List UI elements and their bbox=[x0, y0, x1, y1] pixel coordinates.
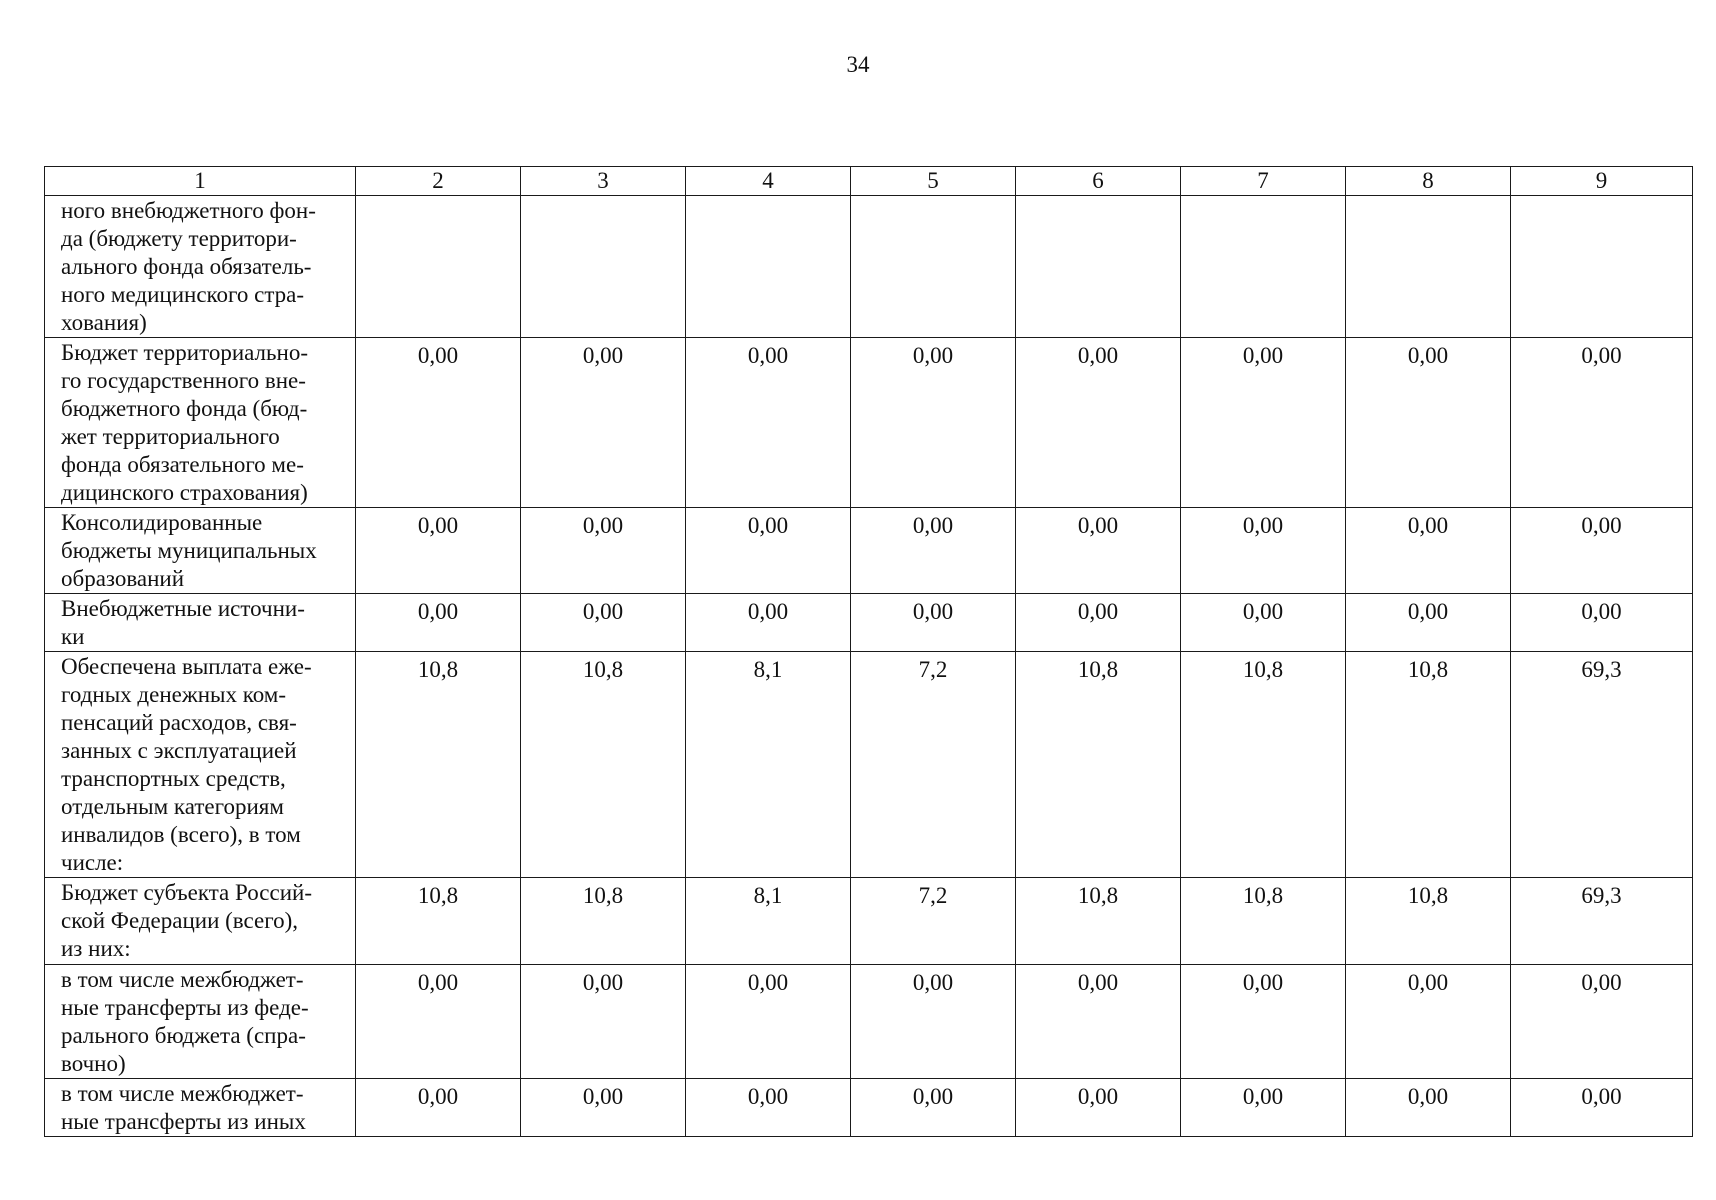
table-row bbox=[45, 196, 1693, 338]
table-cell: 69,3 bbox=[1511, 878, 1693, 965]
table-cell bbox=[1016, 196, 1181, 338]
table-cell: 10,8 bbox=[356, 652, 521, 878]
table-cell: 10,8 bbox=[1346, 652, 1511, 878]
table-cell: 0,00 bbox=[851, 594, 1016, 652]
table-cell: 10,8 bbox=[521, 652, 686, 878]
table-cell: 0,00 bbox=[1511, 594, 1693, 652]
table-cell: 0,00 bbox=[1346, 1079, 1511, 1137]
table-cell: 0,00 bbox=[1511, 965, 1693, 1079]
table-cell bbox=[1511, 196, 1693, 338]
table-cell: 0,00 bbox=[1346, 508, 1511, 594]
table-cell bbox=[356, 196, 521, 338]
table-cell: 0,00 bbox=[1016, 508, 1181, 594]
table-row bbox=[45, 652, 1693, 878]
table-cell: 0,00 bbox=[1181, 594, 1346, 652]
row-label: ного внебюджетного фон- да (бюджету территори- ального фонда обязатель- ного медицинского стра- хования) bbox=[45, 196, 356, 338]
row-label: Обеспечена выплата еже- годных денежных ком- пенсаций расходов, свя- занных с эксплуатацией транспортных средств, отдельным категориям инвалидов (всего), в том числе: bbox=[45, 652, 356, 878]
table-cell: 0,00 bbox=[521, 965, 686, 1079]
table-cell: 10,8 bbox=[356, 878, 521, 965]
row-label: Бюджет субъекта Россий- ской Федерации (всего), из них: bbox=[45, 878, 356, 965]
table-cell: 69,3 bbox=[1511, 652, 1693, 878]
table-cell: 0,00 bbox=[1346, 965, 1511, 1079]
table-cell: 0,00 bbox=[1511, 1079, 1693, 1137]
table-cell: 0,00 bbox=[356, 594, 521, 652]
table-row bbox=[45, 594, 1693, 652]
table-cell: 10,8 bbox=[1346, 878, 1511, 965]
column-header-7: 7 bbox=[1181, 167, 1346, 196]
table-cell: 7,2 bbox=[851, 652, 1016, 878]
table-cell: 7,2 bbox=[851, 878, 1016, 965]
column-header-8: 8 bbox=[1346, 167, 1511, 196]
table-cell: 0,00 bbox=[1016, 1079, 1181, 1137]
table-cell: 0,00 bbox=[851, 338, 1016, 508]
header-row bbox=[45, 167, 1693, 196]
table-cell bbox=[521, 196, 686, 338]
table-cell: 0,00 bbox=[356, 1079, 521, 1137]
table-cell: 10,8 bbox=[1181, 652, 1346, 878]
table-cell: 10,8 bbox=[1016, 652, 1181, 878]
table-row bbox=[45, 1079, 1693, 1137]
table-cell: 8,1 bbox=[686, 878, 851, 965]
table-cell: 0,00 bbox=[1346, 594, 1511, 652]
table-cell: 8,1 bbox=[686, 652, 851, 878]
table-cell: 10,8 bbox=[1016, 878, 1181, 965]
row-label: в том числе межбюджет- ные трансферты из феде- рального бюджета (спра- вочно) bbox=[45, 965, 356, 1079]
column-header-6: 6 bbox=[1016, 167, 1181, 196]
column-header-3: 3 bbox=[521, 167, 686, 196]
column-header-5: 5 bbox=[851, 167, 1016, 196]
table-cell: 0,00 bbox=[1181, 1079, 1346, 1137]
table-cell: 0,00 bbox=[1511, 508, 1693, 594]
row-label: Консолидированные бюджеты муниципальных образований bbox=[45, 508, 356, 594]
table-cell: 0,00 bbox=[521, 1079, 686, 1137]
table-cell: 0,00 bbox=[356, 965, 521, 1079]
table-cell bbox=[851, 196, 1016, 338]
table-cell bbox=[1346, 196, 1511, 338]
table-cell: 0,00 bbox=[356, 338, 521, 508]
table-cell bbox=[1181, 196, 1346, 338]
table-row bbox=[45, 508, 1693, 594]
table-cell: 0,00 bbox=[1181, 508, 1346, 594]
table-cell: 0,00 bbox=[686, 594, 851, 652]
table-cell bbox=[686, 196, 851, 338]
table-cell: 10,8 bbox=[1181, 878, 1346, 965]
table-cell: 0,00 bbox=[1511, 338, 1693, 508]
table-cell: 0,00 bbox=[851, 965, 1016, 1079]
table-cell: 0,00 bbox=[1016, 338, 1181, 508]
table-cell: 0,00 bbox=[521, 508, 686, 594]
table-cell: 0,00 bbox=[356, 508, 521, 594]
table-cell: 0,00 bbox=[1181, 338, 1346, 508]
column-header-2: 2 bbox=[356, 167, 521, 196]
table-cell: 0,00 bbox=[1016, 594, 1181, 652]
row-label: в том числе межбюджет- ные трансферты из иных bbox=[45, 1079, 356, 1137]
column-header-1: 1 bbox=[45, 167, 356, 196]
page-number: 34 bbox=[846, 52, 870, 77]
table-row bbox=[45, 878, 1693, 965]
table-cell: 0,00 bbox=[686, 508, 851, 594]
table-cell: 0,00 bbox=[521, 338, 686, 508]
table-cell: 10,8 bbox=[521, 878, 686, 965]
column-header-9: 9 bbox=[1511, 167, 1693, 196]
table-cell: 0,00 bbox=[851, 508, 1016, 594]
column-header-4: 4 bbox=[686, 167, 851, 196]
budget-table bbox=[44, 166, 1693, 1137]
row-label: Внебюджетные источни- ки bbox=[45, 594, 356, 652]
table-cell: 0,00 bbox=[1016, 965, 1181, 1079]
table-cell: 0,00 bbox=[686, 965, 851, 1079]
table-cell: 0,00 bbox=[1181, 965, 1346, 1079]
row-label: Бюджет территориально- го государственного вне- бюджетного фонда (бюд- жет территориального фонда обязательного ме- дицинского страхования) bbox=[45, 338, 356, 508]
table-cell: 0,00 bbox=[686, 338, 851, 508]
table-cell: 0,00 bbox=[851, 1079, 1016, 1137]
table-cell: 0,00 bbox=[521, 594, 686, 652]
table-row bbox=[45, 965, 1693, 1079]
table-cell: 0,00 bbox=[686, 1079, 851, 1137]
table-cell: 0,00 bbox=[1346, 338, 1511, 508]
table-row bbox=[45, 338, 1693, 508]
